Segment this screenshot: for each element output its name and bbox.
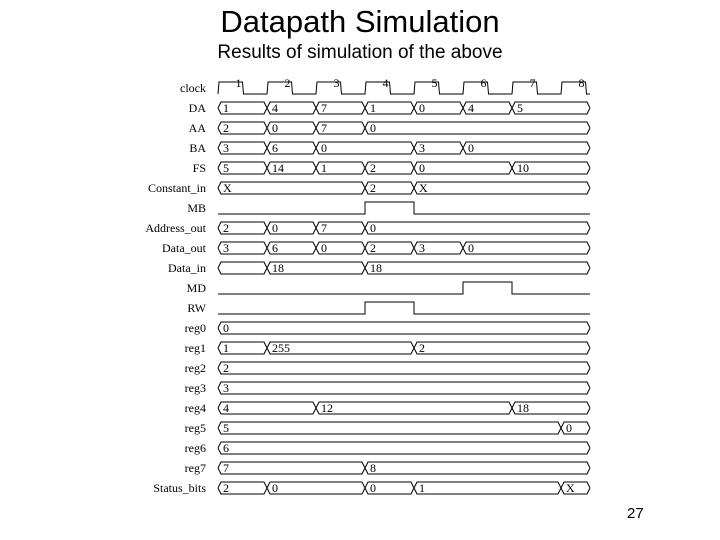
bus-value: 4 [223, 401, 229, 415]
clock-cycle-number: 5 [431, 76, 438, 90]
page-number: 27 [627, 505, 644, 522]
bus-segment [218, 462, 365, 474]
bus-value: 2 [223, 481, 229, 495]
bus-value: 0 [419, 161, 425, 175]
bus-value: 255 [272, 341, 290, 355]
bus-value: X [566, 481, 575, 495]
bus-value: X [223, 181, 232, 195]
slide-subtitle: Results of simulation of the above [217, 42, 503, 63]
signal-label-md: MD [186, 281, 206, 295]
bus-value: 7 [321, 101, 327, 115]
signal-label-ba: BA [189, 141, 206, 155]
bus-value: 7 [321, 221, 327, 235]
bus-segment [218, 262, 267, 274]
bus-segment [218, 322, 590, 334]
bus-value: 2 [370, 241, 376, 255]
signal-label-aa: AA [188, 121, 206, 135]
bus-segment [414, 482, 561, 494]
bus-value: 0 [468, 241, 474, 255]
bus-value: 0 [223, 321, 229, 335]
signal-label-mb: MB [187, 201, 206, 215]
bus-segment [463, 242, 590, 254]
bus-value: X [419, 181, 428, 195]
signal-label-address-out: Address_out [145, 221, 206, 235]
bus-segment [218, 362, 590, 374]
bus-value: 0 [272, 221, 278, 235]
bus-value: 3 [223, 141, 229, 155]
bus-value: 1 [223, 101, 229, 115]
bus-value: 2 [370, 161, 376, 175]
signal-label-constant-in: Constant_in [147, 181, 206, 195]
bus-value: 0 [370, 221, 376, 235]
bus-value: 18 [272, 261, 284, 275]
clock-cycle-number: 3 [333, 76, 340, 90]
bus-value: 2 [223, 221, 229, 235]
signal-label-reg1: reg1 [184, 341, 206, 355]
bus-value: 5 [223, 161, 229, 175]
bus-value: 3 [419, 141, 425, 155]
bus-value: 5 [223, 421, 229, 435]
signal-label-reg7: reg7 [184, 461, 206, 475]
bus-value: 4 [468, 101, 474, 115]
bus-value: 12 [321, 401, 333, 415]
clock-cycle-number: 1 [235, 76, 242, 90]
bus-segment [365, 462, 590, 474]
bus-value: 2 [223, 361, 229, 375]
bus-segment [512, 102, 590, 114]
signal-label-da: DA [188, 101, 206, 115]
signal-label-rw: RW [187, 301, 206, 315]
bus-value: 2 [370, 181, 376, 195]
bus-value: 0 [468, 141, 474, 155]
signal-label-status-bits: Status_bits [153, 481, 206, 495]
bus-value: 2 [419, 341, 425, 355]
bus-segment [316, 142, 414, 154]
bus-value: 0 [419, 101, 425, 115]
bus-segment [365, 262, 590, 274]
bus-value: 0 [370, 481, 376, 495]
signal-label-clock: clock [180, 81, 206, 95]
bus-value: 10 [517, 161, 529, 175]
signal-label-data-out: Data_out [162, 241, 206, 255]
bus-value: 0 [321, 241, 327, 255]
bus-value: 1 [370, 101, 376, 115]
bus-value: 14 [272, 161, 284, 175]
signal-label-reg3: reg3 [184, 381, 206, 395]
bus-segment [414, 342, 590, 354]
bus-value: 18 [370, 261, 382, 275]
bus-value: 6 [272, 141, 278, 155]
signal-label-reg0: reg0 [184, 321, 206, 335]
bus-value: 8 [370, 461, 376, 475]
bus-value: 5 [517, 101, 523, 115]
signal-label-data-in: Data_in [168, 261, 206, 275]
bus-value: 2 [223, 121, 229, 135]
bus-value: 0 [272, 121, 278, 135]
clock-cycle-number: 6 [480, 76, 487, 90]
bus-segment [218, 182, 365, 194]
bus-value: 3 [223, 241, 229, 255]
bus-segment [414, 182, 590, 194]
signal-label-reg6: reg6 [184, 441, 206, 455]
signal-label-reg4: reg4 [184, 401, 206, 415]
bus-value: 6 [223, 441, 229, 455]
bus-value: 6 [272, 241, 278, 255]
bus-value: 0 [321, 141, 327, 155]
bus-segment [218, 442, 590, 454]
clock-cycle-number: 4 [382, 76, 389, 90]
bus-value: 0 [370, 121, 376, 135]
bus-value: 7 [223, 461, 229, 475]
bus-value: 1 [223, 341, 229, 355]
bus-value: 0 [272, 481, 278, 495]
bus-segment [365, 222, 590, 234]
bus-segment [267, 482, 365, 494]
bus-segment [218, 402, 316, 414]
bus-segment [316, 402, 512, 414]
signal-label-reg2: reg2 [184, 361, 206, 375]
bus-value: 3 [419, 241, 425, 255]
slide-title: Datapath Simulation [220, 4, 500, 39]
bus-segment [218, 422, 561, 434]
bus-value: 1 [321, 161, 327, 175]
bus-value: 18 [517, 401, 529, 415]
bus-segment [414, 162, 512, 174]
clock-cycle-number: 2 [284, 76, 291, 90]
clock-cycle-number: 8 [578, 76, 585, 90]
digital-waveform [218, 202, 590, 214]
bus-value: 3 [223, 381, 229, 395]
digital-waveform [218, 302, 590, 314]
bus-segment [218, 382, 590, 394]
bus-value: 4 [272, 101, 278, 115]
clock-cycle-number: 7 [529, 76, 536, 90]
bus-segment [463, 142, 590, 154]
bus-value: 0 [566, 421, 572, 435]
digital-waveform [218, 282, 590, 294]
bus-value: 1 [419, 481, 425, 495]
bus-segment [365, 122, 590, 134]
signal-label-reg5: reg5 [184, 421, 206, 435]
bus-value: 7 [321, 121, 327, 135]
signal-label-fs: FS [192, 161, 206, 175]
